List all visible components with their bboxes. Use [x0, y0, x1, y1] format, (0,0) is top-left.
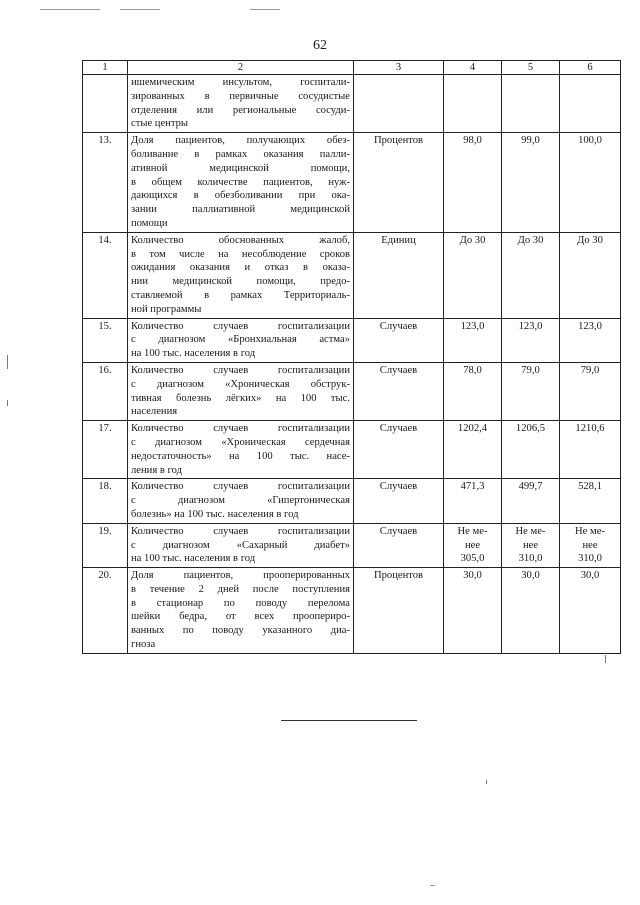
indicator-line: ставляемой в рамках Территориаль-	[131, 289, 350, 301]
value-cell-v5	[502, 318, 560, 362]
row-number: 19.	[83, 523, 128, 567]
indicator-line: ативной медицинской помощи,	[131, 162, 350, 174]
value-line: 1202,4	[457, 423, 488, 435]
indicator-line: дающихся в обезболивании при ока-	[131, 190, 350, 202]
value-line: 1210,6	[575, 423, 605, 435]
indicator-line: Количество случаев госпитализации	[131, 364, 350, 376]
indicator-text	[128, 568, 354, 654]
unit-cell: Случаев	[354, 523, 444, 567]
indicator-line: с диагнозом «Хроническая обструк-	[131, 378, 350, 390]
row-number: 13.	[83, 133, 128, 233]
header-cell: 3	[354, 61, 444, 75]
header-cell: 5	[502, 61, 560, 75]
table-header-row	[83, 61, 621, 75]
indicator-text	[128, 318, 354, 362]
value-line: 471,3	[460, 481, 485, 493]
value-cell-v5	[502, 421, 560, 479]
indicator-line: Количество обоснованных жалоб,	[131, 234, 350, 246]
indicator-line: с диагнозом «Сахарный диабет»	[131, 539, 350, 551]
value-line: До 30	[459, 234, 486, 246]
value-line: 305,0	[460, 553, 485, 565]
value-line: До 30	[577, 234, 603, 246]
value-cell-v6	[560, 133, 621, 233]
indicator-line: гноза	[131, 639, 156, 651]
table-row	[83, 362, 621, 420]
value-line: 123,0	[518, 320, 543, 332]
table-row	[83, 232, 621, 318]
scan-mark	[250, 9, 280, 10]
indicator-line: с диагнозом «Бронхиальная астма»	[131, 334, 350, 346]
indicator-line: Количество случаев госпитализации	[131, 320, 350, 332]
scan-mark	[120, 9, 160, 10]
scan-mark	[430, 885, 435, 886]
value-cell-v6	[560, 421, 621, 479]
value-cell-v4	[444, 75, 502, 133]
indicator-line: Доля пациентов, получающих обез-	[131, 135, 350, 147]
indicator-line: на 100 тыс. населения в год	[131, 553, 256, 565]
indicator-text	[128, 232, 354, 318]
indicator-line: боливание в рамках оказания палли-	[131, 148, 350, 160]
value-line: нее	[582, 539, 598, 551]
row-number	[83, 75, 128, 133]
value-line: 310,0	[578, 553, 602, 565]
scan-mark	[7, 400, 8, 406]
indicators-table	[82, 60, 621, 654]
indicator-line: отделения или региональные сосуди-	[131, 104, 350, 116]
table-row	[83, 133, 621, 233]
indicator-text	[128, 479, 354, 523]
unit-cell: Случаев	[354, 421, 444, 479]
value-line: 499,7	[518, 481, 543, 493]
indicator-line: ишемическим инсультом, госпитали-	[131, 77, 350, 88]
value-line: 99,0	[521, 135, 540, 147]
indicator-text	[128, 523, 354, 567]
value-line: До 30	[517, 234, 544, 246]
indicator-text	[128, 133, 354, 233]
indicator-line: зированных в первичные сосудистые	[131, 90, 350, 102]
value-line: 528,1	[578, 481, 602, 493]
value-line: Не ме-	[515, 525, 546, 537]
indicator-line: в стационар по поводу перелома	[131, 597, 350, 609]
row-number: 15.	[83, 318, 128, 362]
value-cell-v5	[502, 523, 560, 567]
value-cell-v5	[502, 75, 560, 133]
value-cell-v4	[444, 318, 502, 362]
header-cell: 2	[128, 61, 354, 75]
value-line: Не ме-	[457, 525, 488, 537]
indicator-line: Количество случаев госпитализации	[131, 423, 350, 435]
value-line: 78,0	[463, 364, 482, 376]
indicator-text	[128, 362, 354, 420]
page-number: 62	[313, 38, 327, 53]
unit-cell: Случаев	[354, 362, 444, 420]
value-line: 30,0	[521, 570, 540, 582]
table-row	[83, 75, 621, 133]
row-number: 16.	[83, 362, 128, 420]
table-row	[83, 318, 621, 362]
table-row	[83, 421, 621, 479]
header-cell: 4	[444, 61, 502, 75]
unit-cell: Случаев	[354, 318, 444, 362]
scan-mark	[605, 655, 606, 663]
indicator-line: ной программы	[131, 303, 202, 315]
unit-cell: Процентов	[354, 133, 444, 233]
table-row	[83, 479, 621, 523]
indicator-text	[128, 75, 354, 133]
footer-rule	[281, 720, 417, 721]
indicator-line: помощи	[131, 217, 168, 229]
value-cell-v4	[444, 479, 502, 523]
indicator-line: в общем количестве пациентов, нуж-	[131, 176, 350, 188]
unit-cell: Случаев	[354, 479, 444, 523]
unit-cell: Процентов	[354, 568, 444, 654]
value-line: 79,0	[521, 364, 540, 376]
value-cell-v6	[560, 479, 621, 523]
value-cell-v4	[444, 232, 502, 318]
indicator-line: болезнь» на 100 тыс. населения в год	[131, 508, 299, 520]
header-cell: 1	[83, 61, 128, 75]
value-line: Не ме-	[575, 525, 605, 537]
value-cell-v5	[502, 479, 560, 523]
row-number: 18.	[83, 479, 128, 523]
table-row	[83, 568, 621, 654]
indicator-line: Количество случаев госпитализации	[131, 481, 350, 493]
value-line: 123,0	[460, 320, 485, 332]
value-cell-v4	[444, 133, 502, 233]
value-cell-v6	[560, 362, 621, 420]
indicator-line: в том числе на несоблюдение сроков	[131, 248, 350, 260]
indicator-line: Доля пациентов, прооперированных	[131, 570, 350, 582]
header-cell: 6	[560, 61, 621, 75]
value-cell-v6	[560, 75, 621, 133]
value-cell-v6	[560, 318, 621, 362]
indicator-line: тивная болезнь лёгких» на 100 тыс.	[131, 392, 350, 404]
indicator-line: Количество случаев госпитализации	[131, 525, 350, 537]
value-cell-v4	[444, 523, 502, 567]
indicator-line: населения	[131, 406, 178, 418]
indicator-line: зании паллиативной медицинской	[131, 204, 350, 216]
value-cell-v5	[502, 232, 560, 318]
indicator-line: стые центры	[131, 118, 189, 130]
value-line: 30,0	[580, 570, 600, 582]
value-line: 100,0	[578, 135, 602, 147]
value-line: 30,0	[463, 570, 482, 582]
scan-mark	[7, 355, 8, 369]
indicator-line: с диагнозом «Гипертоническая	[131, 495, 350, 507]
unit-cell	[354, 75, 444, 133]
value-line: 310,0	[518, 553, 543, 565]
row-number: 17.	[83, 421, 128, 479]
value-line: нее	[522, 539, 539, 551]
indicator-line: шейки бедра, от всех проопериро-	[131, 611, 350, 623]
value-cell-v4	[444, 421, 502, 479]
value-cell-v5	[502, 568, 560, 654]
value-line: 79,0	[580, 364, 600, 376]
value-line: 123,0	[578, 320, 602, 332]
indicator-line: на 100 тыс. населения в год	[131, 348, 256, 360]
unit-cell: Единиц	[354, 232, 444, 318]
indicator-text	[128, 421, 354, 479]
value-line: нее	[464, 539, 481, 551]
indicator-line: нии медицинской помощи, предо-	[131, 276, 350, 288]
row-number: 20.	[83, 568, 128, 654]
value-line: 98,0	[463, 135, 482, 147]
value-cell-v4	[444, 362, 502, 420]
row-number: 14.	[83, 232, 128, 318]
value-cell-v5	[502, 133, 560, 233]
indicator-line: ванных по поводу указанного диа-	[131, 625, 350, 637]
value-cell-v6	[560, 568, 621, 654]
value-cell-v4	[444, 568, 502, 654]
indicator-line: ожидания оказания и отказ в оказа-	[131, 262, 350, 274]
value-line: 1206,5	[515, 423, 546, 435]
scan-mark	[486, 780, 487, 784]
indicator-line: ления в год	[131, 464, 182, 476]
table-row	[83, 523, 621, 567]
indicator-line: с диагнозом «Хроническая сердечная	[131, 436, 350, 448]
value-cell-v6	[560, 523, 621, 567]
value-cell-v6	[560, 232, 621, 318]
value-cell-v5	[502, 362, 560, 420]
scan-mark	[40, 9, 100, 10]
indicator-line: в течение 2 дней после поступления	[131, 583, 350, 595]
indicator-line: недостаточность» на 100 тыс. насе-	[131, 450, 350, 462]
